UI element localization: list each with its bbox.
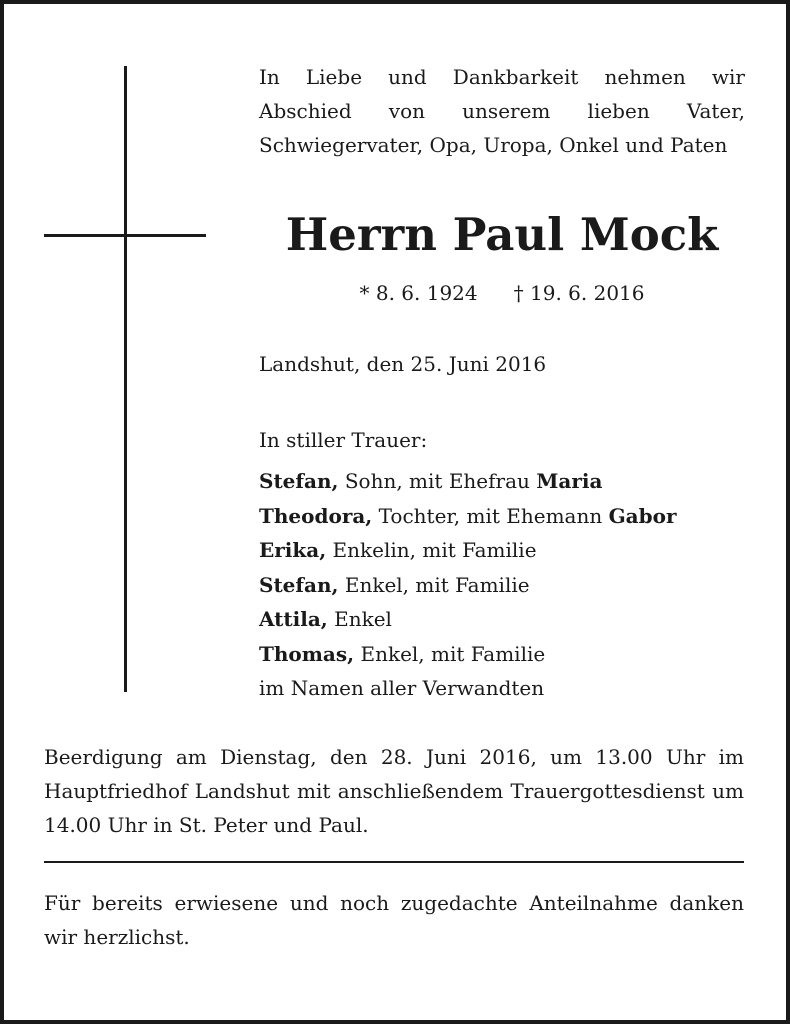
divider [44, 861, 744, 863]
thanks-text: Für bereits erwiesene und noch zugedachte Anteilnahme danken wir herzlichst. [44, 891, 744, 949]
family-member [259, 464, 677, 499]
place-date: Landshut, den 25. Juni 2016 [259, 352, 547, 376]
family-member [259, 637, 677, 672]
mourning-heading: In stiller Trauer: [259, 428, 428, 452]
family-member-name: Theodora, [259, 503, 373, 528]
family-member [259, 499, 677, 534]
family-member-partner: Maria [536, 469, 603, 493]
burial-info: Beerdigung am Dienstag, den 28. Juni 2016, um 13.00 Uhr im Hauptfriedhof Landshut mit anschließendem Trauergottesdienst um 14.00 Uhr in St. Peter und Paul. [44, 745, 744, 837]
family-member-partner: Gabor [608, 503, 677, 528]
family-member [259, 568, 677, 603]
family-member-relation: Enkel [327, 607, 392, 631]
family-member-name: Erika, [259, 538, 327, 562]
family-member-relation: Enkelin, mit Familie [326, 538, 537, 562]
family-member [259, 533, 677, 568]
family-member-name: Thomas, [259, 641, 355, 666]
family-member-relation: Enkel, mit Familie [354, 641, 546, 666]
family-list [259, 464, 677, 706]
family-member-relation: Enkel, mit Familie [338, 572, 530, 597]
cross-horizontal-bar [44, 234, 206, 237]
cross-vertical-bar [124, 66, 127, 692]
family-member [259, 602, 677, 637]
family-closing-line: im Namen aller Verwandten [259, 676, 545, 700]
family-member-name: Stefan, [259, 469, 339, 493]
family-member-name: Stefan, [259, 572, 339, 597]
intro-text: In Liebe und Dankbarkeit nehmen wir Abschied von unserem lieben Vater, Schwiegervater, Opa, Uropa, Onkel und Paten [259, 65, 745, 157]
life-dates [259, 276, 745, 310]
deceased-name: Herrn Paul Mock [285, 208, 719, 261]
birth-date: * 8. 6. 1924 [359, 281, 478, 305]
family-member-name: Attila, [259, 607, 328, 631]
family-member-relation: Sohn, mit Ehefrau [338, 469, 537, 493]
family-member-relation: Tochter, mit Ehemann [372, 503, 609, 528]
death-date: † 19. 6. 2016 [513, 281, 645, 305]
